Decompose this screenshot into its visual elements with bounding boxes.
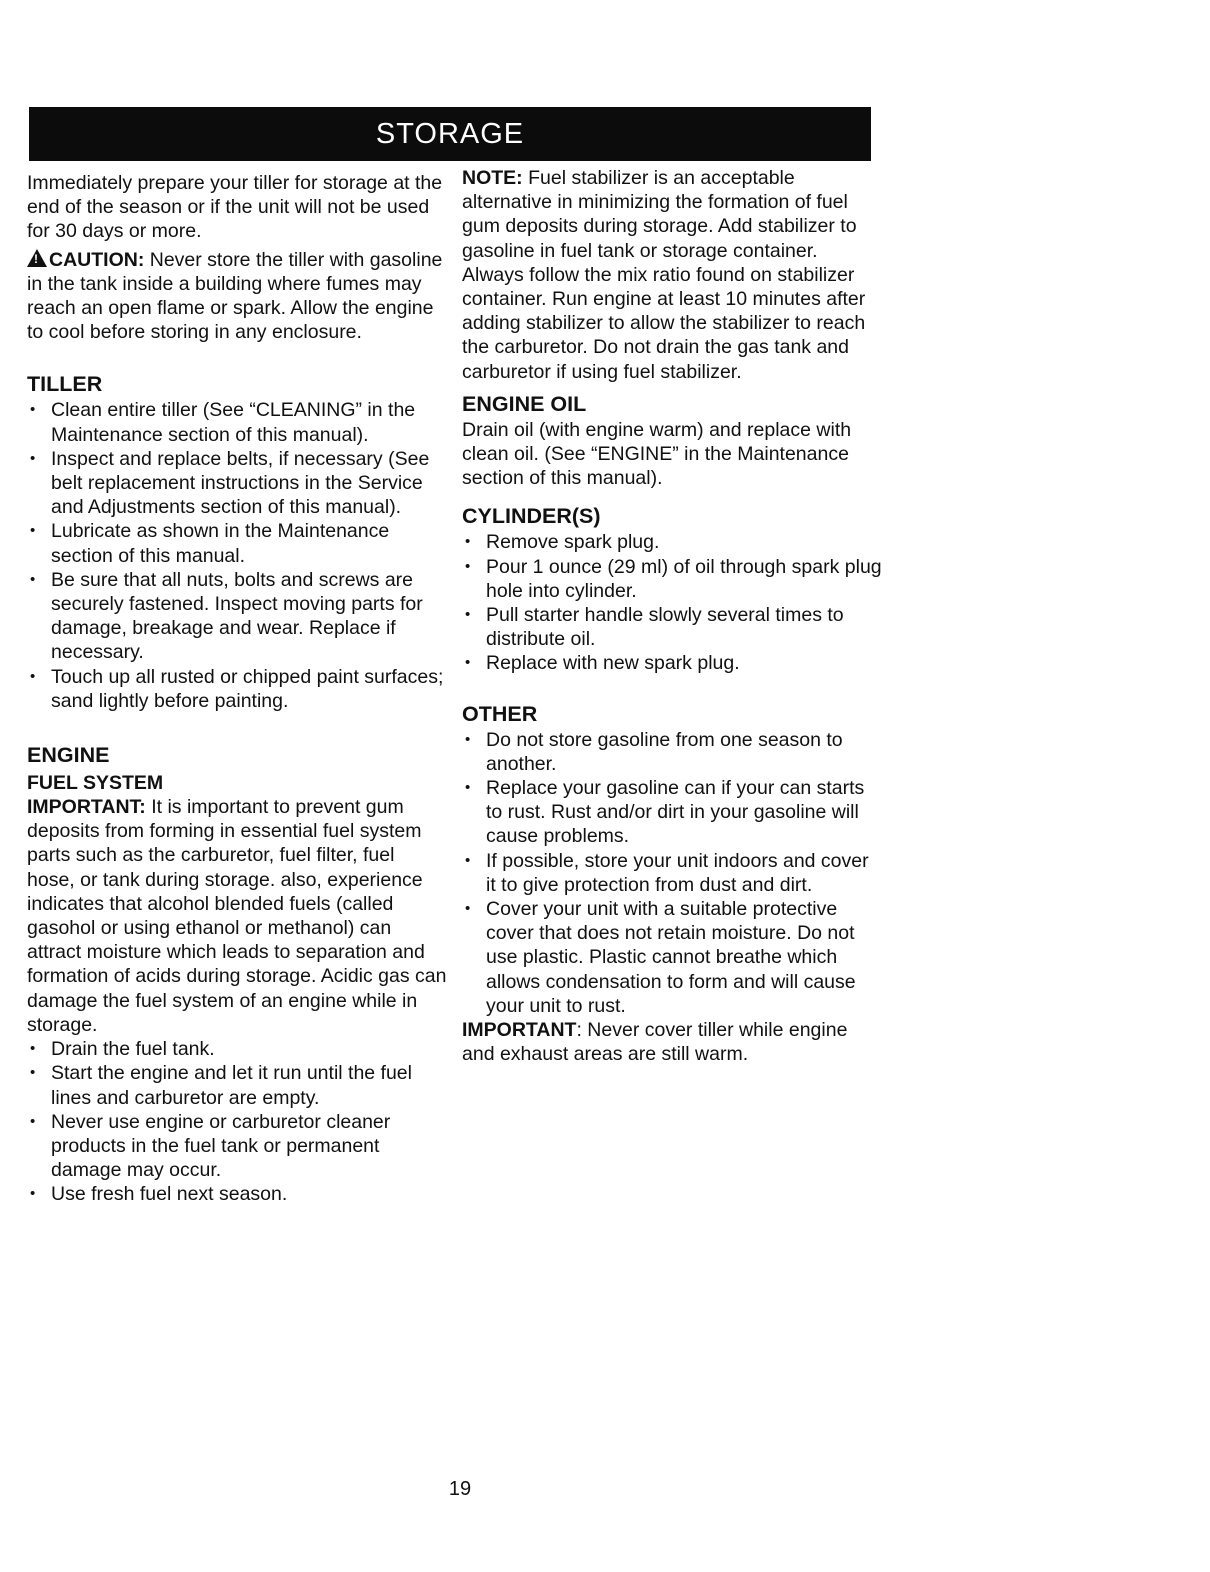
list-item: • If possible, store your unit indoors and cover it to give protection from dust and dirt. <box>462 849 882 897</box>
banner-title: STORAGE <box>375 117 525 150</box>
cylinders-heading: CYLINDER(S) <box>462 504 601 529</box>
list-item: • Touch up all rusted or chipped paint surfaces; sand lightly before painting. <box>27 665 447 713</box>
engine-heading: ENGINE <box>27 743 110 768</box>
caution-label: CAUTION: <box>49 248 145 271</box>
important-text: : Never cover tiller while engine and exhaust areas are still warm. <box>462 1019 848 1066</box>
list-item: • Clean entire tiller (See “CLEANING” in the Maintenance section of this manual). <box>27 398 447 446</box>
engine-oil-heading: ENGINE OIL <box>462 391 587 416</box>
list-item: • Start the engine and let it run until the fuel lines and carburetor are empty. <box>27 1061 447 1109</box>
tiller-heading: TILLER <box>27 372 103 397</box>
list-item: • Inspect and replace belts, if necessary (See belt replacement instructions in the Service and Adjustments section of this manual). <box>27 447 447 520</box>
important-label: IMPORTANT <box>462 1019 577 1042</box>
fuel-system-heading: FUEL SYSTEM <box>27 772 164 795</box>
caution-paragraph <box>27 248 447 345</box>
left-column <box>27 171 447 1207</box>
fuel-important-paragraph <box>27 795 447 1037</box>
right-column <box>462 166 882 1067</box>
important-paragraph <box>462 1018 882 1066</box>
other-heading: OTHER <box>462 701 538 726</box>
fuel-important-label: IMPORTANT: <box>27 796 146 819</box>
note-text: Fuel stabilizer is an acceptable alternative in minimizing the formation of fuel gum deposits during storage. Add stabilizer to gasoline in fuel tank or storage container. Always follow the mix ratio found on stabilizer container. Run engine at least 10 minutes after adding stabilizer to allow the stabilizer to reach the carburetor. Do not drain the gas tank and carburetor if using fuel stabilizer. <box>462 167 866 383</box>
section-banner <box>29 107 871 161</box>
list-item: • Pour 1 ounce (29 ml) of oil through spark plug hole into cylinder. <box>462 555 882 603</box>
warning-triangle-icon <box>27 249 47 267</box>
tiller-list <box>27 398 447 713</box>
note-label: NOTE: <box>462 167 523 189</box>
caution-text: Never store the tiller with gasoline in the tank inside a building where fumes may reach an open flame or spark. Allow the engine to cool before storing in any enclosure. <box>27 248 443 344</box>
list-item: • Replace with new spark plug. <box>462 651 882 675</box>
list-item: • Use fresh fuel next season. <box>27 1182 447 1206</box>
page-number: 19 <box>448 1478 472 1500</box>
list-item: • Be sure that all nuts, bolts and screws are securely fastened. Inspect moving parts for damage, breakage and wear. Replace if necessary. <box>27 568 447 665</box>
engine-oil-paragraph: Drain oil (with engine warm) and replace with clean oil. (See “ENGINE” in the Maintenance section of this manual). <box>462 418 852 490</box>
list-item: • Cover your unit with a suitable protective cover that does not retain moisture. Do not use plastic. Plastic cannot breathe which allows condensation to form and will cause your unit to rust. <box>462 897 882 1018</box>
list-item: • Pull starter handle slowly several times to distribute oil. <box>462 603 882 651</box>
other-list <box>462 728 882 1018</box>
intro-paragraph: Immediately prepare your tiller for storage at the end of the season or if the unit will not be used for 30 days or more. <box>27 172 443 243</box>
note-paragraph <box>462 166 882 384</box>
fuel-important-text: It is important to prevent gum deposits from forming in essential fuel system parts such as the carburetor, fuel filter, fuel hose, or tank during storage. also, experience indicates that alcohol blended fuels (called gasohol or using ethanol or methanol) can attract moisture which leads to separation and formation of acids during storage. Acidic gas can damage the fuel system of an engine while in storage. <box>27 796 447 1036</box>
fuel-list <box>27 1037 447 1206</box>
list-item: • Lubricate as shown in the Maintenance section of this manual. <box>27 519 447 567</box>
list-item: • Do not store gasoline from one season to another. <box>462 728 882 776</box>
list-item: • Remove spark plug. <box>462 530 882 554</box>
cylinders-list <box>462 530 882 675</box>
list-item: • Drain the fuel tank. <box>27 1037 447 1061</box>
list-item: • Replace your gasoline can if your can starts to rust. Rust and/or dirt in your gasoline will cause problems. <box>462 776 882 849</box>
list-item: • Never use engine or carburetor cleaner products in the fuel tank or permanent damage may occur. <box>27 1110 447 1183</box>
